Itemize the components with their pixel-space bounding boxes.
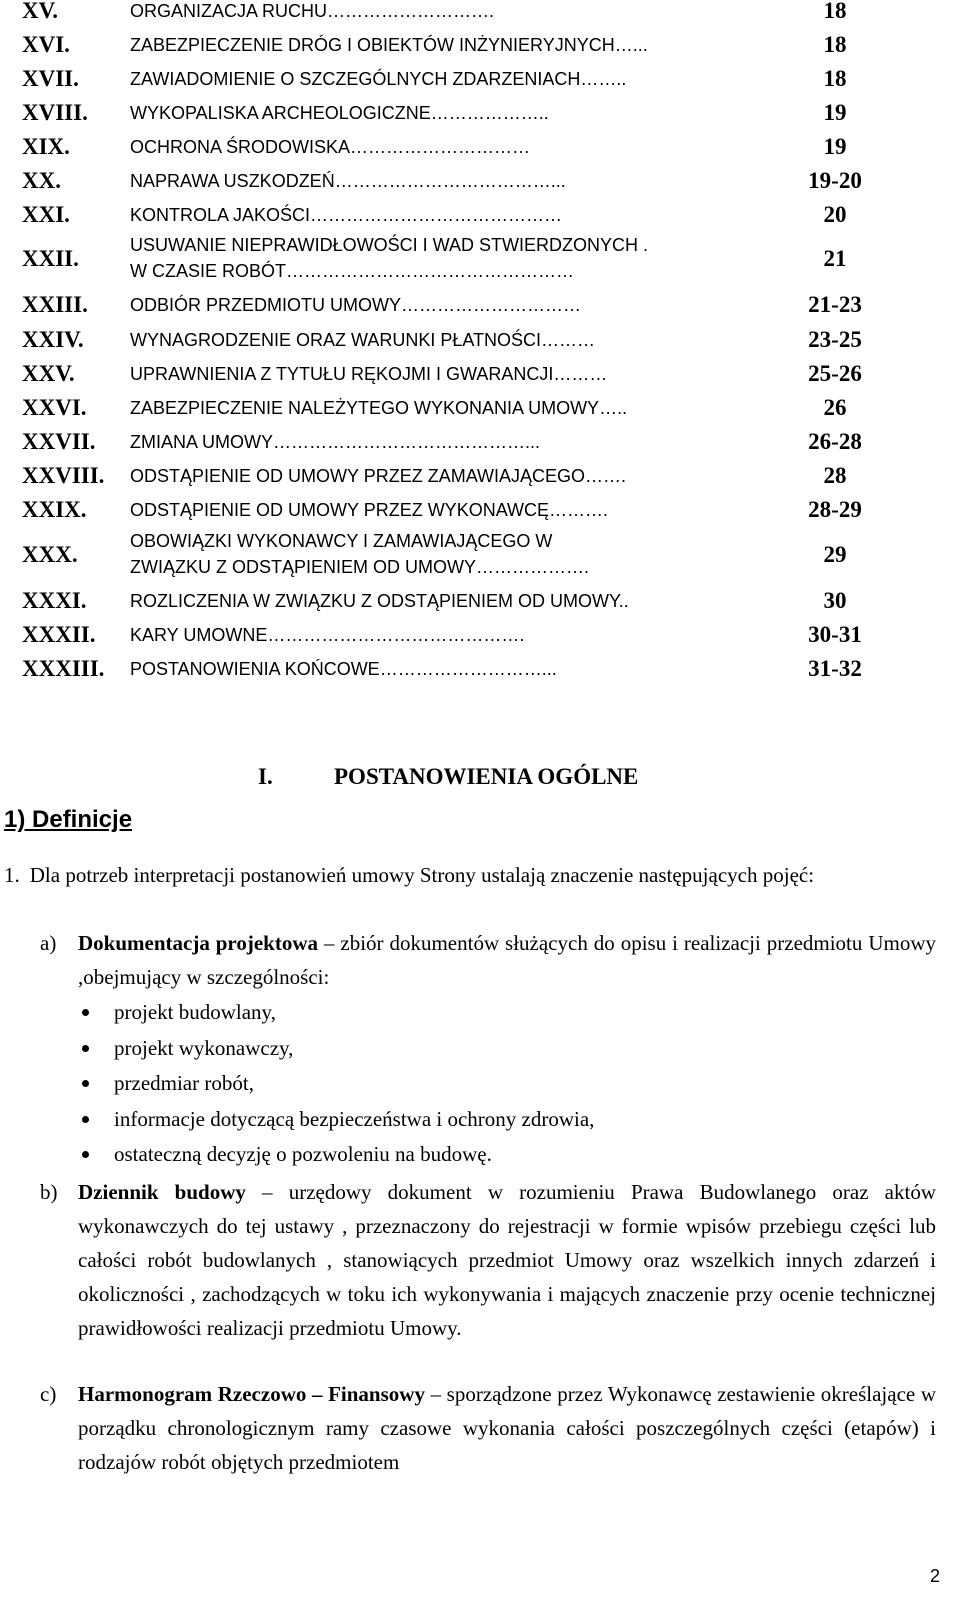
toc-title: UPRAWNIENIA Z TYTUŁU RĘKOJMI I GWARANCJI……… xyxy=(130,364,608,384)
toc-row xyxy=(0,618,960,652)
page-number: 2 xyxy=(929,1566,940,1586)
toc-number: XXIX. xyxy=(22,497,87,522)
toc-page: 19 xyxy=(823,100,847,125)
toc-number: XXX. xyxy=(22,542,78,567)
toc-page: 21-23 xyxy=(808,292,862,317)
toc-number: XXVII. xyxy=(22,429,96,454)
toc-number: XVI. xyxy=(22,32,70,57)
toc-row xyxy=(0,425,960,459)
definition-a xyxy=(40,926,936,994)
toc-page: 28-29 xyxy=(808,497,862,522)
toc-page: 28 xyxy=(823,463,847,488)
toc-title: ODSTĄPIENIE OD UMOWY PRZEZ ZAMAWIAJĄCEGO……. xyxy=(130,466,627,486)
toc-row xyxy=(0,198,960,232)
toc-row xyxy=(0,584,960,618)
toc-title: ODBIÓR PRZEDMIOTU UMOWY………………………… xyxy=(130,295,581,315)
toc-number: XXIII. xyxy=(22,292,88,317)
toc-page: 19 xyxy=(823,134,847,159)
toc-page: 20 xyxy=(823,202,847,227)
toc-row xyxy=(0,652,960,686)
toc-title: POSTANOWIENIA KOŃCOWE………………………... xyxy=(130,659,557,679)
toc-page: 29 xyxy=(823,542,847,567)
toc-number: XXXII. xyxy=(22,622,96,647)
toc-row xyxy=(0,357,960,391)
toc-row xyxy=(0,0,960,28)
toc-title: WYNAGRODZENIE ORAZ WARUNKI PŁATNOŚCI……… xyxy=(130,330,596,350)
toc-page: 25-26 xyxy=(808,361,862,386)
section-heading: 1) Definicje xyxy=(4,806,133,833)
toc-row xyxy=(0,323,960,357)
toc-number: XXII. xyxy=(22,246,79,271)
toc-number: XXI. xyxy=(22,202,70,227)
chapter-number: I. xyxy=(258,764,273,789)
list-item: informacje dotyczącą bezpieczeństwa i ochrony zdrowia, xyxy=(78,1102,878,1138)
toc-page: 31-32 xyxy=(808,656,862,681)
list-item: przedmiar robót, xyxy=(78,1066,878,1102)
toc-row xyxy=(0,526,960,584)
definition-text: – zbiór dokumentów służących do opisu i realizacji przedmiotu Umowy ,obejmujący w szczególności: xyxy=(78,931,936,989)
toc-row xyxy=(0,493,960,527)
definition-letter: b) xyxy=(40,1180,58,1204)
toc-page: 23-25 xyxy=(808,327,862,352)
toc-title: ODSTĄPIENIE OD UMOWY PRZEZ WYKONAWCĘ………. xyxy=(130,500,609,520)
definition-letter: c) xyxy=(40,1382,57,1406)
toc-page: 19-20 xyxy=(808,168,862,193)
chapter-heading xyxy=(258,764,638,790)
toc-title: ROZLICZENIA W ZWIĄZKU Z ODSTĄPIENIEM OD UMOWY.. xyxy=(130,591,629,611)
toc-number: XXXIII. xyxy=(22,656,105,681)
documentation-list xyxy=(78,995,878,1173)
definition-b xyxy=(40,1175,936,1345)
toc-page: 26-28 xyxy=(808,429,862,454)
toc-title: USUWANIE NIEPRAWIDŁOWOŚCI I WAD STWIERDZONYCH . W CZASIE ROBÓT………………………………………… xyxy=(130,235,649,281)
toc-number: XIX. xyxy=(22,134,70,159)
paragraph-text: Dla potrzeb interpretacji postanowień umowy Strony ustalają znaczenie następujących pojęć: xyxy=(29,863,815,887)
toc-page: 18 xyxy=(823,32,847,57)
toc-number: XVII. xyxy=(22,66,79,91)
list-item: ostateczną decyzję o pozwoleniu na budowę. xyxy=(78,1137,878,1173)
definition-term: Harmonogram Rzeczowo – Finansowy xyxy=(78,1382,425,1406)
toc-row xyxy=(0,391,960,425)
toc-page: 18 xyxy=(823,66,847,91)
toc-title: KONTROLA JAKOŚCI…………………………………… xyxy=(130,205,563,225)
toc-number: XVIII. xyxy=(22,100,88,125)
toc-number: XXXI. xyxy=(22,588,87,613)
toc-title: OCHRONA ŚRODOWISKA………………………… xyxy=(130,137,531,157)
toc-row xyxy=(0,164,960,198)
toc-title: ORGANIZACJA RUCHU………………………. xyxy=(130,1,495,21)
definition-letter: a) xyxy=(40,931,57,955)
toc-row xyxy=(0,62,960,96)
toc-row xyxy=(0,130,960,164)
toc-title: KARY UMOWNE……………………………………. xyxy=(130,625,525,645)
intro-paragraph xyxy=(4,858,938,892)
definition-text: – sporządzone przez Wykonawcę zestawienie określające w porządku chronologicznym ramy czasowe wykonania całości poszczególnych części (etapów) i rodzajów robót objętych przedmiotem xyxy=(78,1382,936,1474)
toc-row xyxy=(0,459,960,493)
toc-title: ZABEZPIECZENIE DRÓG I OBIEKTÓW INŻYNIERYJNYCH…... xyxy=(130,35,648,55)
toc-number: XXVIII. xyxy=(22,463,105,488)
toc-title: NAPRAWA USZKODZEŃ………………………………... xyxy=(130,171,566,191)
toc-number: XV. xyxy=(22,0,59,23)
toc-title: ZMIANA UMOWY……………………………………... xyxy=(130,432,541,452)
definition-term: Dziennik budowy xyxy=(78,1180,246,1204)
toc-row xyxy=(0,288,960,322)
toc-page: 26 xyxy=(823,395,847,420)
toc-title: ZAWIADOMIENIE O SZCZEGÓLNYCH ZDARZENIACH…….. xyxy=(130,69,627,89)
definition-term: Dokumentacja projektowa xyxy=(78,931,319,955)
toc-number: XXIV. xyxy=(22,327,84,352)
toc-page: 21 xyxy=(823,246,847,271)
list-item: projekt budowlany, xyxy=(78,995,878,1031)
toc-page: 30 xyxy=(823,588,847,613)
toc-number: XX. xyxy=(22,168,61,193)
definition-c xyxy=(40,1377,936,1479)
toc-title: OBOWIĄZKI WYKONAWCY I ZAMAWIAJĄCEGO W ZWIĄZKU Z ODSTĄPIENIEM OD UMOWY………………. xyxy=(130,531,589,577)
toc-title: WYKOPALISKA ARCHEOLOGICZNE……………….. xyxy=(130,103,549,123)
list-item: projekt wykonawczy, xyxy=(78,1031,878,1067)
toc-row xyxy=(0,96,960,130)
definition-text: – urzędowy dokument w rozumieniu Prawa Budowlanego oraz aktów wykonawczych do tej ustawy , przeznaczony do rejestracji w formie wpisów przebiegu części lub całości robót budowlanych , stanowiących przedmiot Umowy oraz wszelkich innych zdarzeń i okoliczności , zachodzących w toku ich wykonywania i mających znaczenie przy ocenie technicznej prawidłowości realizacji przedmiotu Umowy. xyxy=(78,1180,937,1340)
toc-title: ZABEZPIECZENIE NALEŻYTEGO WYKONANIA UMOWY….. xyxy=(130,398,628,418)
toc-page: 18 xyxy=(823,0,847,23)
paragraph-number: 1. xyxy=(4,863,20,887)
toc-page: 30-31 xyxy=(808,622,862,647)
toc-row xyxy=(0,28,960,62)
chapter-title: POSTANOWIENIA OGÓLNE xyxy=(334,764,639,789)
toc-row xyxy=(0,230,960,288)
toc-number: XXV. xyxy=(22,361,75,386)
toc-number: XXVI. xyxy=(22,395,87,420)
